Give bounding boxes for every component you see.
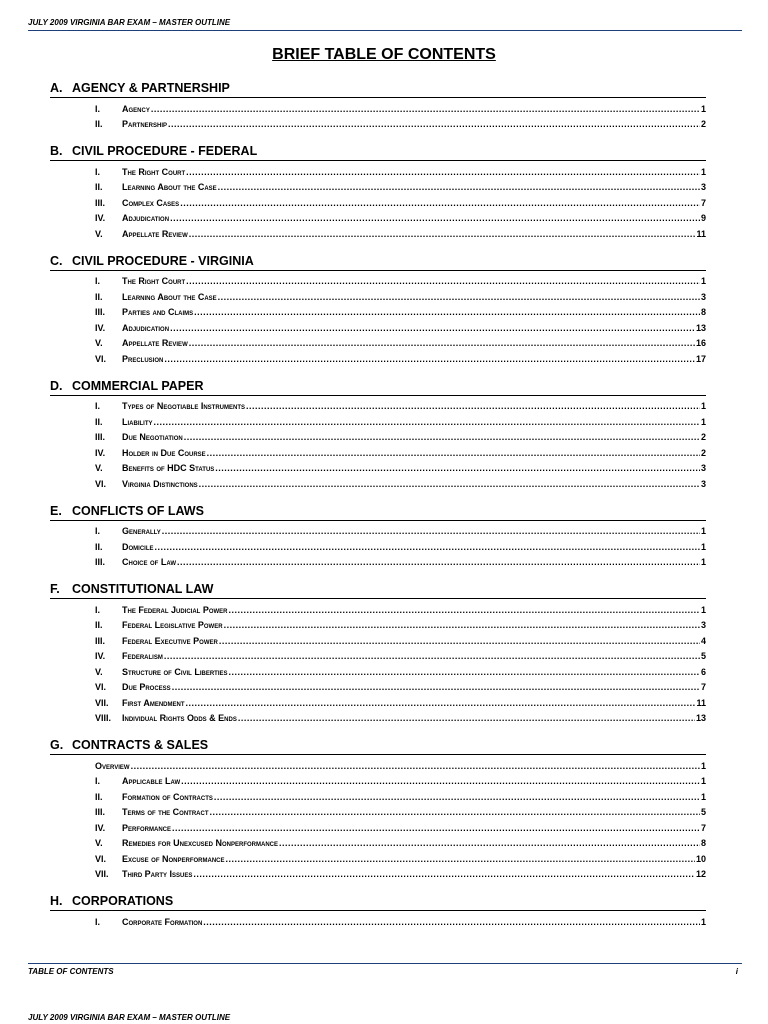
entry-page-number: 9 [700, 213, 706, 223]
entry-list [50, 98, 706, 133]
entry-number: I. [95, 401, 101, 411]
dot-leader [131, 759, 700, 775]
entry-label: Adjudication [122, 213, 170, 223]
dot-leader [164, 649, 700, 665]
section-letter: C. [50, 253, 63, 268]
section-heading [50, 378, 706, 396]
toc-entry[interactable] [95, 759, 706, 775]
toc-entry[interactable] [95, 446, 706, 462]
entry-number: VI. [95, 682, 107, 692]
entry-page-number: 2 [700, 119, 706, 129]
dot-leader [238, 711, 695, 727]
entry-label: Applicable Law [122, 776, 181, 786]
dot-leader [279, 836, 700, 852]
entry-label: Excuse of Nonperformance [122, 853, 225, 864]
section-heading [50, 253, 706, 271]
entry-page-number: 1 [700, 776, 706, 786]
entry-number: I. [95, 916, 101, 927]
entry-number: IV. [95, 213, 106, 223]
entry-label: Adjudication [122, 322, 170, 333]
entry-label: Benefits of HDC Status [122, 463, 215, 473]
entry-label: Corporate Formation [122, 916, 203, 927]
entry-page-number: 5 [700, 651, 706, 661]
toc-entry[interactable] [95, 227, 706, 243]
entry-number: II. [95, 182, 103, 192]
toc-entry[interactable] [95, 774, 706, 790]
toc-entry[interactable] [95, 165, 706, 181]
toc-entry[interactable] [95, 867, 706, 883]
toc-section [50, 378, 706, 493]
section-heading [50, 737, 706, 755]
dot-leader [189, 336, 695, 352]
dot-leader [214, 790, 700, 806]
toc-entry[interactable] [95, 430, 706, 446]
entry-list [50, 396, 706, 493]
section-title: CORPORATIONS [72, 894, 174, 908]
running-footer [28, 963, 742, 977]
section-title: CONFLICTS OF LAWS [72, 503, 204, 518]
entry-number: VI. [95, 478, 107, 489]
entry-number: III. [95, 197, 106, 208]
entry-page-number: 1 [700, 791, 706, 802]
entry-number: V. [95, 838, 103, 848]
dot-leader [210, 805, 700, 821]
entry-page-number: 13 [695, 322, 706, 333]
entry-label: Learning About the Case [122, 291, 217, 302]
entry-label: Choice of Law [122, 557, 176, 567]
entry-number: I. [95, 276, 101, 286]
entry-label: Due Negotiation [122, 432, 183, 442]
toc-entry[interactable] [95, 321, 706, 337]
entry-number: III. [95, 557, 106, 567]
entry-number: II. [95, 119, 103, 129]
entry-page-number: 2 [700, 432, 706, 442]
toc-entry[interactable] [95, 540, 706, 556]
entry-label: Appellate Review [122, 338, 188, 348]
entry-page-number: 5 [700, 807, 706, 817]
section-title: CONSTITUTIONAL LAW [72, 582, 214, 596]
entry-page-number: 1 [700, 166, 706, 177]
entry-label: Holder in Due Course [122, 447, 206, 458]
section-heading [50, 503, 706, 521]
entry-number: IV. [95, 822, 106, 833]
toc-entry[interactable] [95, 915, 706, 931]
entry-number: V. [95, 338, 103, 348]
entry-page-number: 1 [700, 401, 706, 411]
toc-entry[interactable] [95, 665, 706, 681]
entry-label: Appellate Review [122, 228, 188, 239]
entry-page-number: 12 [695, 869, 706, 879]
toc-section [50, 581, 706, 727]
entry-list [50, 911, 706, 930]
section-title: AGENCY & PARTNERSHIP [72, 81, 230, 95]
dot-leader [154, 415, 700, 431]
entry-number: II. [95, 416, 103, 427]
entry-page-number: 3 [700, 182, 706, 192]
toc-entry[interactable] [95, 102, 706, 118]
entry-number: V. [95, 666, 103, 677]
entry-number: IV. [95, 322, 106, 333]
next-page-header: JULY 2009 VIRGINIA BAR EXAM – MASTER OUTLINE [28, 1013, 231, 1022]
entry-label: Liability [122, 416, 153, 427]
section-letter: A. [50, 81, 63, 95]
entry-label: Due Process [122, 682, 171, 692]
section-heading [50, 893, 706, 911]
toc-entry[interactable] [95, 649, 706, 665]
entry-number: I. [95, 103, 101, 114]
section-letter: H. [50, 894, 63, 908]
dot-leader [229, 665, 700, 681]
entry-list [50, 271, 706, 368]
toc-entry[interactable] [95, 836, 706, 852]
footer-page-number: i [735, 967, 738, 976]
dot-leader [172, 680, 700, 696]
dot-leader [186, 696, 696, 712]
toc-section [50, 253, 706, 368]
entry-page-number: 1 [700, 276, 706, 286]
table-of-contents [50, 80, 706, 941]
entry-page-number: 3 [700, 620, 706, 630]
dot-leader [203, 915, 700, 931]
dot-leader [155, 540, 700, 556]
entry-label: Virginia Distinctions [122, 478, 198, 489]
entry-number: II. [95, 620, 103, 630]
section-letter: B. [50, 144, 63, 158]
dot-leader [172, 821, 700, 837]
entry-page-number: 3 [700, 478, 706, 489]
entry-label: The Right Court [122, 276, 186, 286]
dot-leader [184, 430, 700, 446]
entry-number: II. [95, 541, 103, 552]
entry-number: III. [95, 307, 106, 317]
toc-entry[interactable] [95, 305, 706, 321]
entry-page-number: 8 [700, 838, 706, 848]
entry-label: Types of Negotiable Instruments [122, 401, 246, 411]
toc-entry[interactable] [95, 852, 706, 868]
entry-label: Individual Rights Odds & Ends [122, 713, 237, 723]
dot-leader [162, 524, 700, 540]
entry-number: I. [95, 166, 101, 177]
dot-leader [177, 555, 700, 571]
entry-label: Generally [122, 526, 161, 536]
page-title: BRIEF TABLE OF CONTENTS [272, 46, 496, 63]
dot-leader [168, 117, 700, 133]
entry-page-number: 1 [700, 526, 706, 536]
entry-number: II. [95, 291, 103, 302]
toc-entry[interactable] [95, 680, 706, 696]
toc-entry[interactable] [95, 196, 706, 212]
dot-leader [226, 852, 695, 868]
entry-page-number: 1 [700, 103, 706, 114]
entry-list [50, 755, 706, 883]
entry-label: Federal Legislative Power [122, 620, 223, 630]
entry-label: The Right Court [122, 166, 186, 177]
dot-leader [194, 305, 700, 321]
entry-page-number: 10 [695, 853, 706, 864]
entry-list [50, 599, 706, 727]
entry-page-number: 3 [700, 463, 706, 473]
entry-page-number: 7 [700, 682, 706, 692]
entry-label: Federalism [122, 651, 163, 661]
entry-label: Agency [122, 103, 150, 114]
entry-page-number: 7 [700, 197, 706, 208]
entry-page-number: 3 [700, 291, 706, 302]
section-letter: E. [50, 503, 62, 518]
entry-label: Complex Cases [122, 197, 180, 208]
entry-page-number: 11 [696, 697, 706, 708]
entry-page-number: 1 [700, 604, 706, 615]
toc-entry[interactable] [95, 274, 706, 290]
toc-entry[interactable] [95, 524, 706, 540]
toc-entry[interactable] [95, 821, 706, 837]
entry-page-number: 8 [700, 307, 706, 317]
toc-entry[interactable] [95, 180, 706, 196]
entry-page-number: 1 [700, 916, 706, 927]
toc-entry[interactable] [95, 117, 706, 133]
section-letter: D. [50, 378, 63, 393]
entry-number: I. [95, 526, 101, 536]
dot-leader [229, 603, 700, 619]
entry-number: III. [95, 635, 106, 646]
toc-entry[interactable] [95, 711, 706, 727]
entry-page-number: 2 [700, 447, 706, 458]
dot-leader [193, 867, 695, 883]
dot-leader [186, 165, 700, 181]
dot-leader [164, 352, 695, 368]
toc-entry[interactable] [95, 618, 706, 634]
entry-label: Formation of Contracts [122, 791, 213, 802]
dot-leader [218, 290, 700, 306]
toc-section [50, 893, 706, 930]
entry-number: I. [95, 776, 101, 786]
toc-entry[interactable] [95, 790, 706, 806]
entry-number: V. [95, 463, 103, 473]
entry-label: The Federal Judicial Power [122, 604, 228, 615]
toc-entry[interactable] [95, 805, 706, 821]
dot-leader [246, 399, 700, 415]
entry-label: Domicile [122, 541, 154, 552]
dot-leader [199, 477, 700, 493]
dot-leader [224, 618, 700, 634]
section-letter: G. [50, 738, 64, 752]
entry-label: Third Party Issues [122, 869, 193, 879]
toc-entry[interactable] [95, 696, 706, 712]
toc-section [50, 737, 706, 883]
toc-entry[interactable] [95, 290, 706, 306]
toc-section [50, 80, 706, 133]
entry-label: Parties and Claims [122, 307, 194, 317]
entry-page-number: 1 [700, 541, 706, 552]
entry-label: Remedies for Unexcused Nonperformance [122, 838, 279, 848]
dot-leader [207, 446, 700, 462]
dot-leader [180, 196, 700, 212]
entry-page-number: 17 [695, 353, 706, 364]
entry-page-number: 1 [700, 557, 706, 567]
entry-number: VI. [95, 853, 107, 864]
entry-label: Preclusion [122, 353, 164, 364]
entry-label: Learning About the Case [122, 182, 217, 192]
entry-page-number: 1 [700, 760, 706, 771]
entry-number: IV. [95, 447, 106, 458]
entry-label: Overview [95, 760, 130, 771]
dot-leader [151, 102, 700, 118]
toc-section [50, 143, 706, 242]
entry-number: VIII. [95, 713, 112, 723]
toc-entry[interactable] [95, 415, 706, 431]
entry-page-number: 6 [700, 666, 706, 677]
dot-leader [189, 227, 696, 243]
running-header: JULY 2009 VIRGINIA BAR EXAM – MASTER OUTLINE [28, 17, 742, 31]
toc-entry[interactable] [95, 461, 706, 477]
entry-label: Terms of the Contract [122, 807, 209, 817]
section-heading [50, 80, 706, 98]
entry-label: Performance [122, 822, 172, 833]
entry-label: Structure of Civil Liberties [122, 666, 228, 677]
entry-page-number: 11 [696, 228, 706, 239]
section-title: CIVIL PROCEDURE - FEDERAL [72, 144, 258, 158]
entry-page-number: 13 [695, 713, 706, 723]
toc-entry[interactable] [95, 211, 706, 227]
section-title: CONTRACTS & SALES [72, 738, 209, 752]
entry-number: VII. [95, 869, 109, 879]
dot-leader [218, 180, 700, 196]
entry-number: III. [95, 807, 106, 817]
toc-entry[interactable] [95, 336, 706, 352]
entry-page-number: 7 [700, 822, 706, 833]
entry-page-number: 16 [695, 338, 706, 348]
entry-number: III. [95, 432, 106, 442]
entry-number: IV. [95, 651, 106, 661]
entry-number: I. [95, 604, 101, 615]
dot-leader [181, 774, 700, 790]
entry-page-number: 4 [700, 635, 706, 646]
section-letter: F. [50, 582, 60, 596]
toc-section [50, 503, 706, 571]
entry-number: VI. [95, 353, 107, 364]
dot-leader [219, 634, 700, 650]
dot-leader [215, 461, 700, 477]
toc-entry[interactable] [95, 603, 706, 619]
toc-entry[interactable] [95, 477, 706, 493]
section-heading [50, 581, 706, 599]
toc-entry[interactable] [95, 399, 706, 415]
section-heading [50, 143, 706, 161]
entry-label: First Amendment [122, 697, 185, 708]
entry-page-number: 1 [700, 416, 706, 427]
toc-entry[interactable] [95, 634, 706, 650]
dot-leader [186, 274, 700, 290]
entry-number: VII. [95, 697, 109, 708]
section-title: COMMERCIAL PAPER [72, 378, 204, 393]
entry-label: Federal Executive Power [122, 635, 218, 646]
entry-list [50, 521, 706, 571]
entry-list [50, 161, 706, 242]
entry-number: V. [95, 228, 103, 239]
section-title: CIVIL PROCEDURE - VIRGINIA [72, 253, 254, 268]
dot-leader [170, 211, 700, 227]
footer-label: TABLE OF CONTENTS [28, 967, 114, 976]
toc-entry[interactable] [95, 352, 706, 368]
entry-label: Partnership [122, 119, 168, 129]
toc-entry[interactable] [95, 555, 706, 571]
entry-number: II. [95, 791, 103, 802]
dot-leader [170, 321, 695, 337]
